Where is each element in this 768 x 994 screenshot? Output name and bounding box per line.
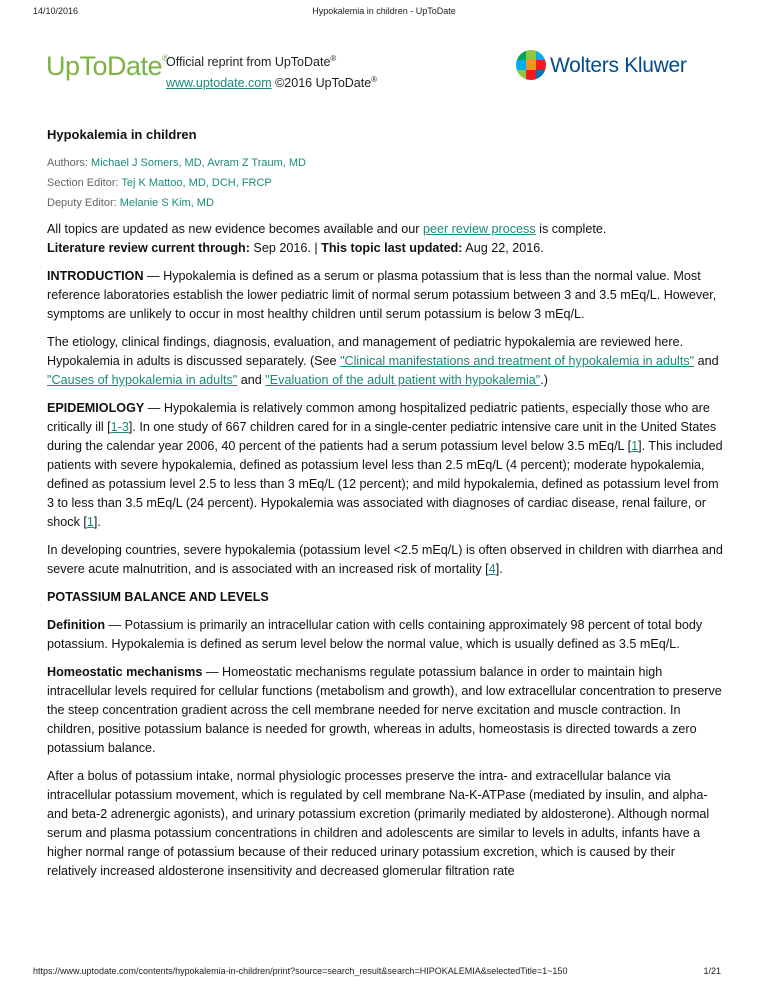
wolters-kluwer-logo[interactable]: [516, 50, 716, 84]
bolus-paragraph: After a bolus of potassium intake, normal physiologic processes preserve the intra- and extracellular balance via intracellular potassium movement, which is regulated by cell membrane Na-K-ATPase (mediated by insulin, and alpha- and beta-2 adrenergic agonists), and urinary potassium excretion (primarily mediated by aldosterone). Although normal serum and plasma potassium concentrations in children and adolescents are similar to levels in adults, infants have a higher normal range of potassium because of their reduced urinary potassium excretion, which is caused by their relatively increased aldosterone insensitivity and decreased glomerular filtration rate: [47, 769, 710, 878]
topic-link[interactable]: "Causes of hypokalemia in adults": [47, 373, 238, 387]
homeostatic-heading: Homeostatic mechanisms: [47, 665, 203, 679]
topic-link[interactable]: "Clinical manifestations and treatment of hypokalemia in adults": [340, 354, 695, 368]
print-url: https://www.uptodate.com/contents/hypokalemia-in-children/print?source=search_result&search=HIPOKALEMIA&selectedTitle=1~150: [33, 966, 568, 976]
peer-review-link[interactable]: peer review process: [422, 222, 536, 236]
intro-paragraph: INTRODUCTION — Hypokalemia is defined as a serum or plasma potassium that is less than the normal value. Most reference laboratories establish the lower pediatric limit of normal serum potassium between 3 and 3.5 mEq/L. However, symptoms are unlikely to occur in most healthy children until serum potassium is below 3 mEq/L.: [47, 269, 717, 321]
intro-heading: INTRODUCTION: [47, 269, 144, 283]
author-link[interactable]: Avram Z Traum, MD: [207, 157, 306, 169]
developing-countries-paragraph: In developing countries, severe hypokalemia (potassium level <2.5 mEq/L) is often observed in children with diarrhea and severe acute malnutrition, and is associated with an increased risk of mortality [4].: [47, 543, 723, 576]
deputy-editor-link[interactable]: Melanie S Kim, MD: [119, 197, 214, 209]
page-number: 1/21: [703, 966, 721, 976]
section-editor-line: Section Editor: Tej K Mattoo, MD, DCH, FRCP: [47, 177, 272, 189]
author-link[interactable]: Michael J Somers, MD: [91, 157, 202, 169]
reference-link[interactable]: 4: [488, 562, 496, 576]
article-title: Hypokalemia in children: [47, 127, 197, 142]
wk-globe-icon: [516, 50, 546, 80]
update-notice: All topics are updated as new evidence becomes available and our peer review process is complete. Literature review current through: Sep 2016. | This topic last updated: Aug 22, 2016.: [47, 222, 607, 255]
reference-link[interactable]: 1-3: [110, 420, 129, 434]
deputy-editor-line: Deputy Editor: Melanie S Kim, MD: [47, 197, 214, 209]
definition-paragraph: Definition — Potassium is primarily an intracellular cation with cells containing approximately 98 percent of total body potassium. Hypokalemia is defined as serum level below the normal value, which is usually defined as 3.5 mEq/L.: [47, 618, 703, 651]
definition-heading: Definition: [47, 618, 106, 632]
wk-wordmark: Wolters Kluwer: [550, 54, 687, 77]
uptodate-logo[interactable]: UpToDate®: [46, 51, 169, 81]
homeostatic-paragraph: Homeostatic mechanisms — Homeostatic mechanisms regulate potassium balance in order to maintain high intracellular levels required for cellular functions (metabolism and growth), and low extracellular concentration to preserve the steep concentration gradient across the cell membrane needed for nerve excitation and muscle contraction. In children, positive potassium balance is needed for growth, whereas in adults, homeostasis is directed towards a zero potassium balance.: [47, 665, 722, 755]
etiology-paragraph: The etiology, clinical findings, diagnosis, evaluation, and management of pediatric hypokalemia are reviewed here. Hypokalemia in adults is discussed separately. (See "Clinical manifestations and treatment of hypokalemia in adults" and "Causes of hypokalemia in adults" and "Evaluation of the adult patient with hypokalemia".): [47, 335, 719, 387]
reprint-notice: Official reprint from UpToDate® www.uptodate.com ©2016 UpToDate®: [166, 54, 378, 91]
reprint-url-link[interactable]: www.uptodate.com: [166, 76, 272, 91]
section-editor-link[interactable]: Tej K Mattoo, MD, DCH, FRCP: [121, 177, 272, 189]
epidemiology-paragraph: EPIDEMIOLOGY — Hypokalemia is relatively common among hospitalized pediatric patients, especially those who are critically ill [1-3]. In one study of 667 children cared for in a single-center pediatric intensive care unit in the United States during the calendar year 2006, 40 percent of the patients had a serum potassium level below 3.5 mEq/L [1]. This included patients with severe hypokalemia, defined as potassium level less than 2.5 mEq/L (4 percent); moderate hypokalemia, defined as potassium level 2.5 to less than 3 mEq/L (12 percent); and mild hypokalemia, defined as potassium level from 3 to less than 3.5 mEq/L (24 percent). Hypokalemia was associated with diagnoses of cardiac disease, renal failure, or shock [1].: [47, 401, 723, 529]
potassium-balance-heading: POTASSIUM BALANCE AND LEVELS: [47, 590, 269, 604]
print-date: 14/10/2016: [33, 6, 79, 16]
reference-link[interactable]: 1: [631, 439, 639, 453]
print-title: Hypokalemia in children - UpToDate: [312, 6, 456, 16]
topic-link[interactable]: "Evaluation of the adult patient with hypokalemia": [265, 373, 541, 387]
reference-link[interactable]: 1: [86, 515, 94, 529]
article: [47, 127, 727, 890]
epidemiology-heading: EPIDEMIOLOGY: [47, 401, 145, 415]
authors-line: Authors: Michael J Somers, MD, Avram Z Traum, MD: [47, 157, 306, 169]
